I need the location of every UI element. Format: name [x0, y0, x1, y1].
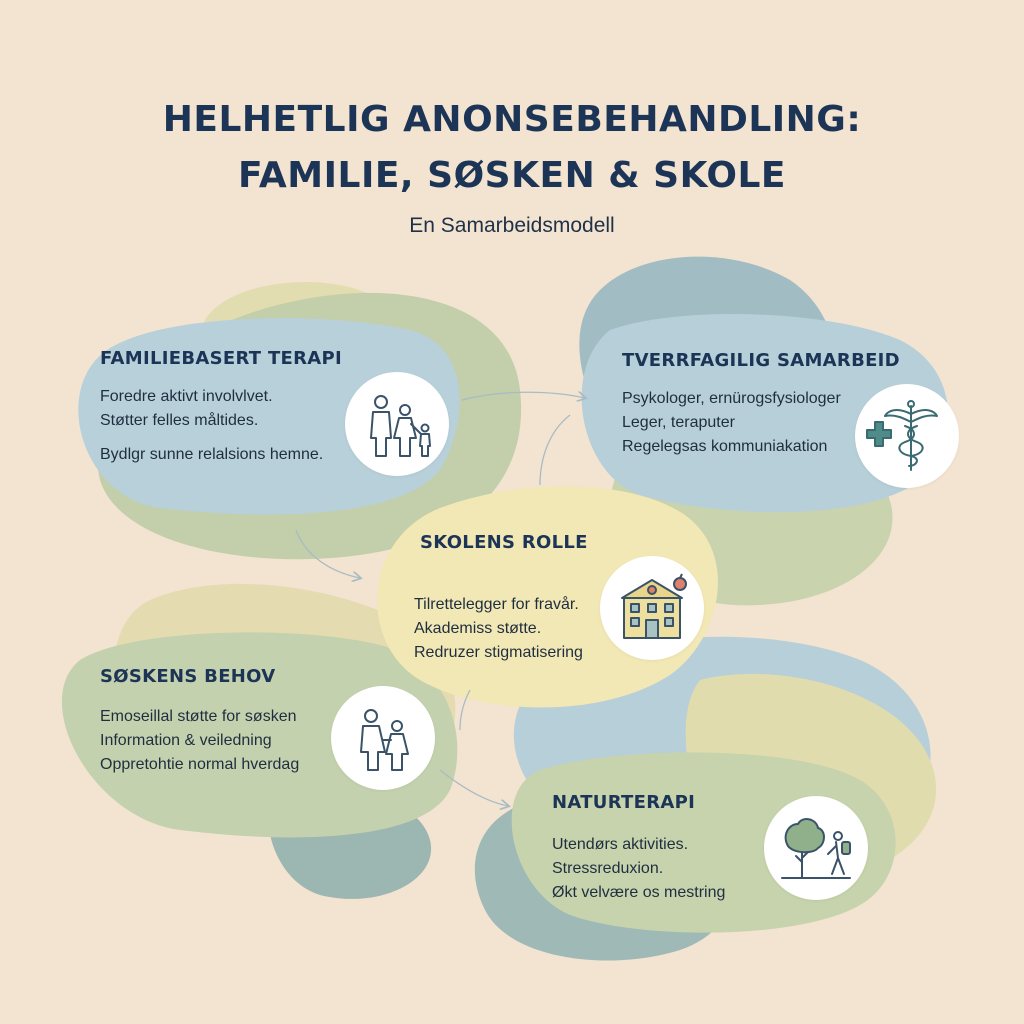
medical-caduceus-icon [855, 384, 959, 488]
card-familiebasert-terapi [100, 348, 342, 467]
page-subtitle: En Samarbeidsmodell [409, 214, 615, 237]
card-item: Regelegsas kommuniakation [622, 438, 828, 455]
card-item-list [100, 705, 299, 777]
card-item: Emoseillal støtte for søsken [100, 708, 297, 725]
card-item: Utendørs aktivities. [552, 836, 689, 853]
card-item: Foredre aktivt involvlvet. [100, 388, 273, 405]
card-item: Stressreduxion. [552, 860, 664, 877]
card-item: Leger, teraputer [622, 414, 735, 431]
family-icon [345, 372, 449, 476]
card-item: Bydlgr sunne relalsions hemne. [100, 446, 324, 463]
card-item: Økt velvære os mestring [552, 884, 726, 901]
card-item-list [100, 385, 342, 467]
card-item-list [552, 833, 725, 905]
card-item: Støtter felles måltides. [100, 412, 259, 429]
card-title: FAMILIEBASERT TERAPI [100, 348, 342, 369]
card-item: Psykologer, ernürogsfysiologer [622, 390, 841, 407]
page-title-line-1: HELHETLIG ANONSEBEHANDLING: [162, 99, 862, 140]
page-title-line-2: FAMILIE, SØSKEN & SKOLE [237, 155, 787, 196]
card-item: Redruzer stigmatisering [414, 644, 583, 661]
card-item: Oppretohtie normal hverdag [100, 756, 300, 773]
siblings-icon [331, 686, 435, 790]
school-building-icon [600, 556, 704, 660]
card-soskens-behov [100, 666, 299, 777]
card-item: Akademiss støtte. [414, 620, 542, 637]
card-title: SKOLENS ROLLE [420, 532, 588, 553]
card-item: Tilrettelegger for fravår. [414, 596, 579, 613]
card-skolens-rolle [414, 532, 588, 665]
card-item-list [414, 593, 588, 665]
card-item: Information & veiledning [100, 732, 272, 749]
card-title: SØSKENS BEHOV [100, 666, 276, 687]
card-title: TVERRFAGILIG SAMARBEID [622, 350, 900, 371]
card-naturterapi [552, 792, 725, 905]
card-title: NATURTERAPI [552, 792, 696, 813]
tree-hiker-icon [764, 796, 868, 900]
page-title [0, 92, 1024, 204]
